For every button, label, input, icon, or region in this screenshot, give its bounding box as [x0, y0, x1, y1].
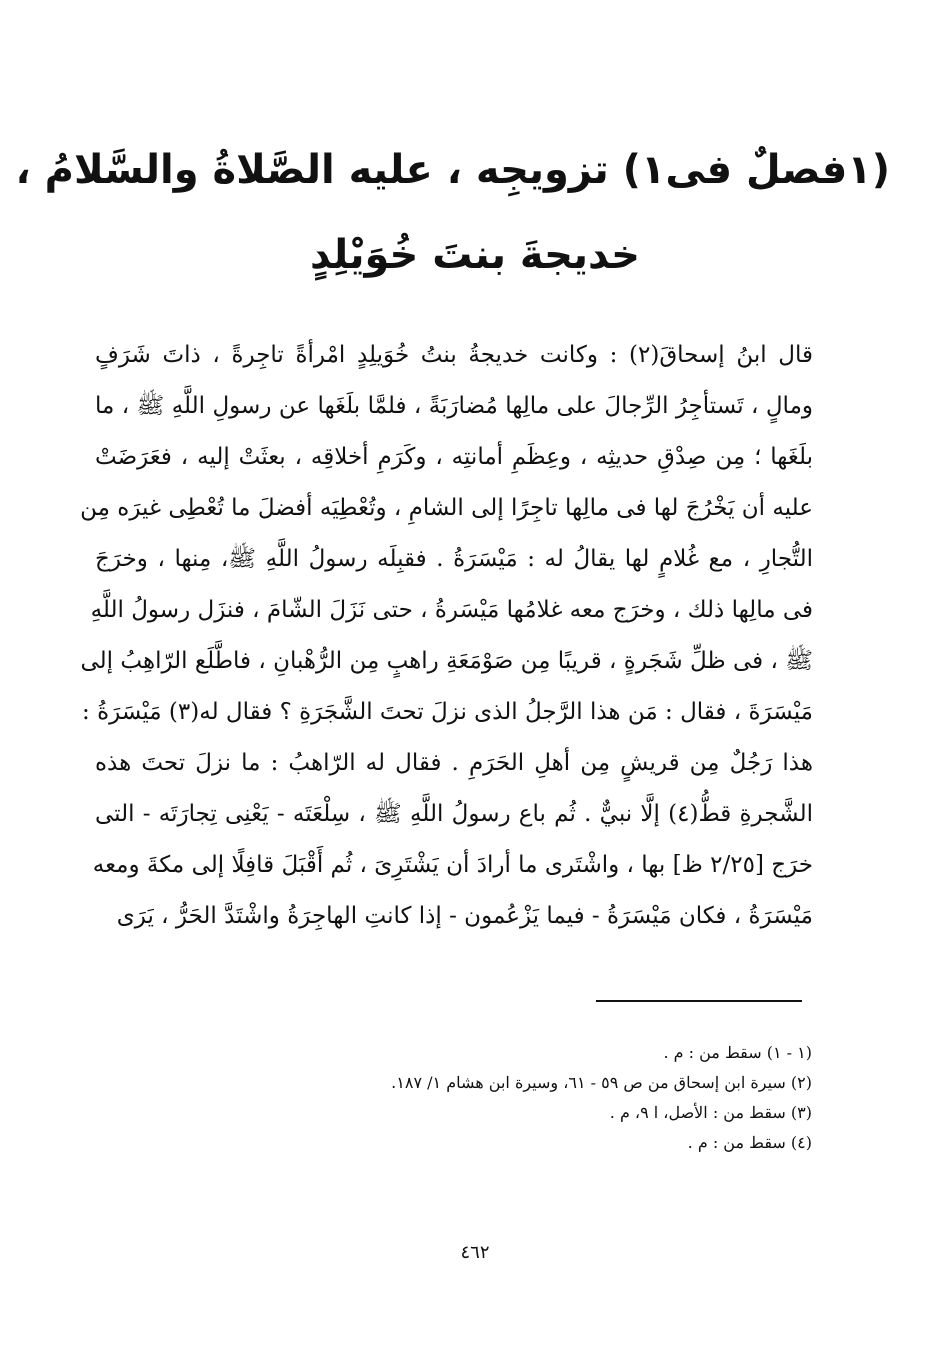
- body-line: مَيْسَرَةَ ، فقال : مَن هذا الرَّجلُ الذى نزلَ تحتَ الشَّجَرَةِ ؟ فقال له(٣) مَيْسَرَةُ :: [82, 699, 813, 725]
- body-text: [80, 330, 813, 942]
- body-line: هذا رَجُلٌ مِن قريشٍ مِن أهلِ الحَرَمِ . فقال له الرّاهبُ : ما نزلَ تحتَ هذه: [95, 750, 813, 776]
- footnote: (٤) سقط من : م .: [687, 1133, 812, 1152]
- body-line: عليه أن يَخْرُجَ لها فى مالِها تاجِرًا إلى الشامِ ، وتُعْطِيَه أفضلَ ما تُعْطِى غيرَه مِن: [80, 495, 813, 521]
- body-line: التُّجارِ ، مع غُلامٍ لها يقالُ له : مَيْسَرَةُ . فقبِلَه رسولُ اللَّهِ ﷺ، مِنها ، وخرَجَ: [95, 546, 813, 572]
- body-line: خرَج [٢/٢٥ ظ] بها ، واشْتَرى ما أرادَ أن يَشْتَرِىَ ، ثُم أَقْبَلَ قافِلًا إلى مكةَ ومعه: [92, 852, 813, 878]
- chapter-title-line-1: (١فصلٌ فى١) تزويجِه ، عليه الصَّلاةُ والسَّلامُ ،: [15, 147, 890, 193]
- chapter-title-line-2: خديجةَ بنتَ خُوَيْلِدٍ: [310, 232, 640, 278]
- footnote-separator: [596, 1000, 802, 1002]
- body-line: ومالٍ ، تَستأجِرُ الرِّجالَ على مالِها مُضارَبَةً ، فلمَّا بلَغَها عن رسولِ اللَّهِ ﷺ ، ما: [95, 393, 813, 419]
- body-line: فى مالِها ذلك ، وخرَج معه غلامُها مَيْسَرةُ ، حتى نَزَلَ الشّامَ ، فنزَل رسولُ اللَّهِ: [90, 597, 813, 623]
- footnote: (١ - ١) سقط من : م .: [663, 1043, 812, 1062]
- page-number: ٤٦٢: [460, 1242, 490, 1263]
- body-line: الشَّجرةِ قطُّ(٤) إلَّا نبيٌّ . ثُم باع رسولُ اللَّهِ ﷺ ، سِلْعَتَه - يَعْنِى تِجارَتَه - التى: [95, 801, 813, 827]
- body-line: قال ابنُ إسحاقَ(٢) : وكانت خديجةُ بنتُ خُوَيلِدٍ امْرأةً تاجِرةً ، ذاتَ شَرَفٍ: [95, 342, 813, 368]
- body-line: بلَغَها ؛ مِن صِدْقِ حديثِه ، وعِظَمِ أمانتِه ، وكَرَمِ أخلاقِه ، بعثَتْ إليه ، فعَرَضَتْ: [95, 444, 813, 470]
- body-line: مَيْسَرَةُ ، فكان مَيْسَرَةُ - فيما يَزْعُمون - إذا كانتِ الهاجِرَةُ واشْتَدَّ الحَرُّ ، يَرَى: [116, 903, 813, 929]
- body-line: ﷺ ، فى ظلِّ شَجَرةٍ ، قريبًا مِن صَوْمَعَةِ راهبٍ مِن الرُّهْبانِ ، فاطَّلَع الرّاهِبُ إلى: [80, 648, 813, 674]
- footnotes: [200, 1038, 812, 1158]
- footnote: (٣) سقط من : الأصل، ا ٩، م .: [609, 1103, 812, 1122]
- footnote: (٢) سيرة ابن إسحاق من ص ٥٩ - ٦١، وسيرة ابن هشام ١/ ١٨٧.: [391, 1073, 812, 1092]
